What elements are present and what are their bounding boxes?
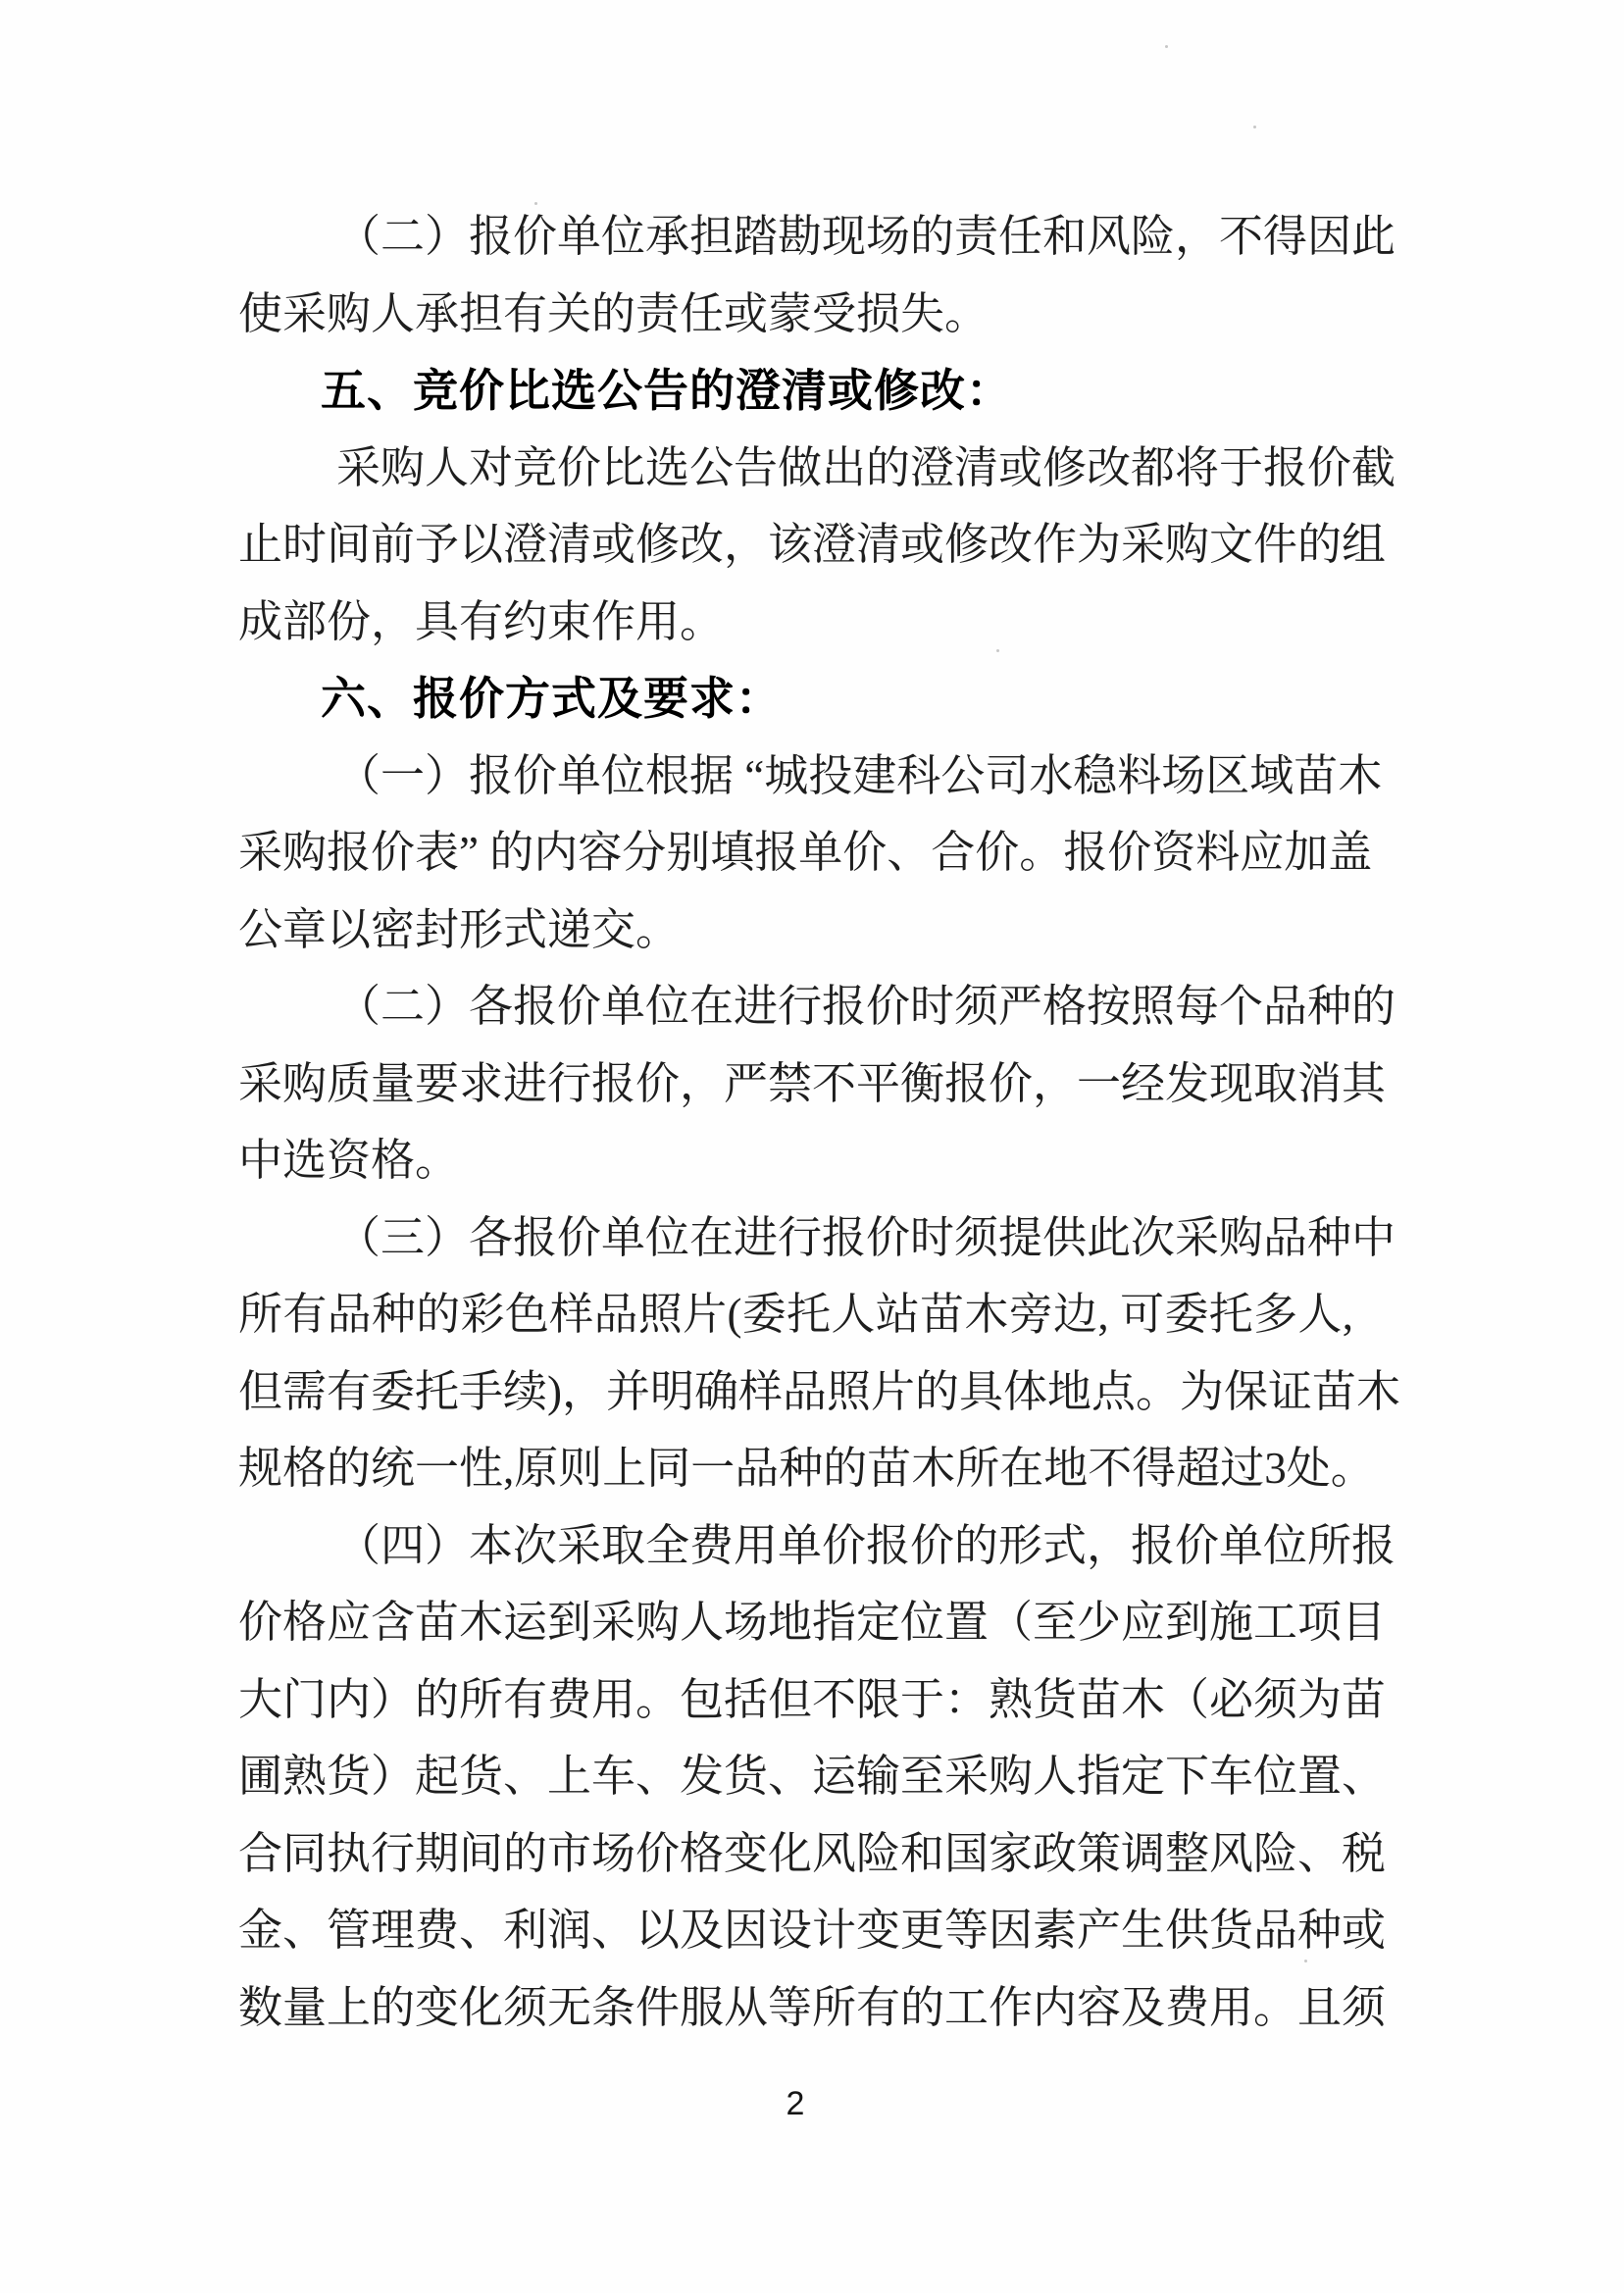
scan-speck xyxy=(996,649,999,652)
text-line: 所有品种的彩色样品照片(委托人站苗木旁边, 可委托多人, xyxy=(238,1290,1353,1339)
text-line: 采购报价表” 的内容分别填报单价、合价。报价资料应加盖 xyxy=(238,828,1373,877)
text-line: （四）本次采取全费用单价报价的形式，报价单位所报 xyxy=(336,1520,1396,1570)
text-line: （二）各报价单位在进行报价时须严格按照每个品种的 xyxy=(336,982,1396,1031)
text-line: 大门内）的所有费用。包括但不限于：熟货苗木（必须为苗 xyxy=(238,1674,1387,1724)
scan-speck xyxy=(534,202,537,205)
text-line: （三）各报价单位在进行报价时须提供此次采购品种中 xyxy=(336,1212,1396,1262)
text-line: 价格应含苗木运到采购人场地指定位置（至少应到施工项目 xyxy=(238,1598,1387,1647)
section-heading: 五、竞价比选公告的澄清或修改： xyxy=(321,365,1012,416)
text-line: 公章以密封形式递交。 xyxy=(238,904,681,954)
text-line: 数量上的变化须无条件服从等所有的工作内容及费用。且须 xyxy=(238,1982,1387,2032)
text-line: 金、管理费、利润、以及因设计变更等因素产生供货品种或 xyxy=(238,1906,1387,1955)
scan-speck xyxy=(639,1393,642,1396)
text-line: 采购质量要求进行报价，严禁不平衡报价，一经发现取消其 xyxy=(238,1058,1387,1108)
text-line: 中选资格。 xyxy=(238,1136,460,1185)
scan-speck xyxy=(1304,1960,1307,1962)
text-line: 成部份，具有约束作用。 xyxy=(238,596,725,646)
section-heading: 六、报价方式及要求： xyxy=(321,673,782,724)
text-line: （一）报价单位根据 “城投建科公司水稳料场区域苗木 xyxy=(336,750,1383,800)
text-line: 采购人对竞价比选公告做出的澄清或修改都将于报价截 xyxy=(336,442,1396,492)
text-line: 使采购人承担有关的责任或蒙受损失。 xyxy=(238,288,990,338)
page-number: 2 xyxy=(786,2085,805,2122)
text-line: （二）报价单位承担踏勘现场的责任和风险，不得因此 xyxy=(336,212,1396,261)
text-line: 合同执行期间的市场价格变化风险和国家政策调整风险、税 xyxy=(238,1828,1387,1878)
text-line: 圃熟货）起货、上车、发货、运输至采购人指定下车位置、 xyxy=(238,1752,1387,1801)
text-line: 但需有委托手续)，并明确样品照片的具体地点。为保证苗木 xyxy=(238,1366,1400,1416)
document-body xyxy=(238,198,1400,2046)
scan-speck xyxy=(1165,45,1168,48)
text-line: 止时间前予以澄清或修改，该澄清或修改作为采购文件的组 xyxy=(238,520,1387,569)
scan-speck xyxy=(1253,126,1256,128)
text-line: 规格的统一性,原则上同一品种的苗木所在地不得超过3处。 xyxy=(238,1444,1375,1493)
